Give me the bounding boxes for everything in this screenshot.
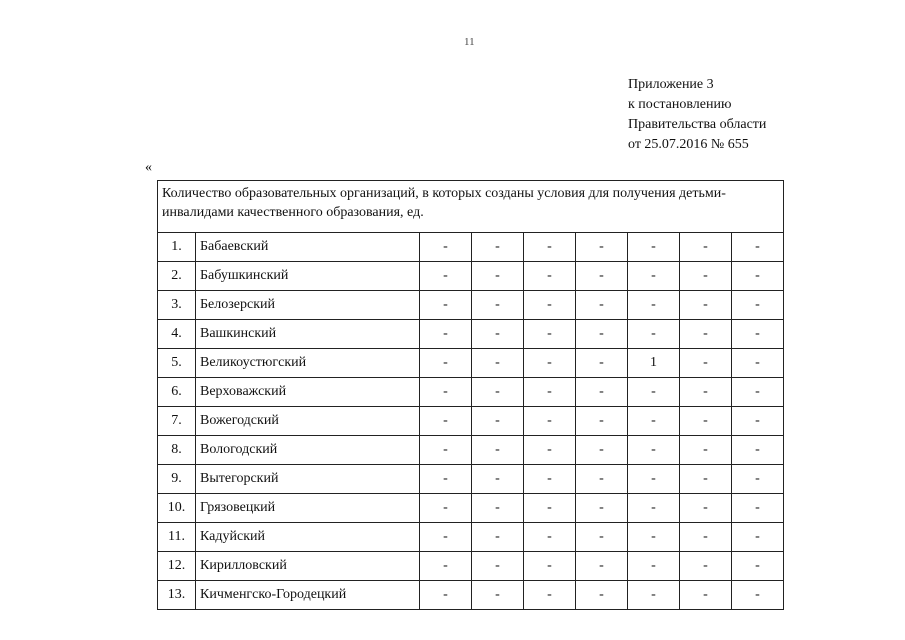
- value-cell: -: [628, 378, 680, 407]
- value-cell: -: [576, 552, 628, 581]
- row-number-cell: 10.: [158, 494, 196, 523]
- districts-table: [157, 180, 784, 610]
- row-number-cell: 4.: [158, 320, 196, 349]
- value-cell: -: [524, 320, 576, 349]
- value-cell: -: [524, 436, 576, 465]
- value-cell: -: [628, 320, 680, 349]
- district-name-cell: Вологодский: [196, 436, 420, 465]
- district-name-cell: Кадуйский: [196, 523, 420, 552]
- value-cell: -: [628, 407, 680, 436]
- district-name-cell: Вашкинский: [196, 320, 420, 349]
- appendix-line: Приложение 3: [628, 77, 714, 92]
- value-cell: -: [420, 465, 472, 494]
- value-cell: -: [732, 465, 784, 494]
- value-cell: -: [680, 291, 732, 320]
- table-row: [158, 523, 784, 552]
- value-cell: -: [472, 494, 524, 523]
- value-cell: -: [628, 581, 680, 610]
- value-cell: -: [732, 523, 784, 552]
- value-cell: -: [472, 552, 524, 581]
- value-cell: -: [576, 262, 628, 291]
- value-cell: -: [576, 494, 628, 523]
- value-cell: -: [732, 436, 784, 465]
- value-cell: -: [524, 378, 576, 407]
- opening-quote-mark: «: [145, 160, 152, 175]
- value-cell: -: [472, 465, 524, 494]
- value-cell: -: [524, 552, 576, 581]
- value-cell: -: [732, 291, 784, 320]
- value-cell: -: [680, 233, 732, 262]
- value-cell: -: [524, 349, 576, 378]
- value-cell: -: [524, 494, 576, 523]
- value-cell: -: [628, 233, 680, 262]
- value-cell: -: [732, 494, 784, 523]
- value-cell: -: [680, 523, 732, 552]
- page-number: 11: [464, 36, 475, 48]
- value-cell: -: [732, 320, 784, 349]
- value-cell: -: [420, 523, 472, 552]
- value-cell: -: [472, 262, 524, 291]
- row-number-cell: 11.: [158, 523, 196, 552]
- value-cell: -: [472, 291, 524, 320]
- row-number-cell: 7.: [158, 407, 196, 436]
- value-cell: -: [524, 262, 576, 291]
- district-name-cell: Вытегорский: [196, 465, 420, 494]
- value-cell: -: [680, 378, 732, 407]
- district-name-cell: Великоустюгский: [196, 349, 420, 378]
- value-cell: -: [732, 378, 784, 407]
- appendix-line: Правительства области: [628, 117, 767, 132]
- value-cell: -: [576, 436, 628, 465]
- value-cell: -: [680, 465, 732, 494]
- row-number-cell: 3.: [158, 291, 196, 320]
- value-cell: -: [420, 262, 472, 291]
- district-name-cell: Вожегодский: [196, 407, 420, 436]
- row-number-cell: 13.: [158, 581, 196, 610]
- value-cell: -: [680, 581, 732, 610]
- table-row: [158, 349, 784, 378]
- district-name-cell: Белозерский: [196, 291, 420, 320]
- value-cell: -: [472, 436, 524, 465]
- row-number-cell: 6.: [158, 378, 196, 407]
- value-cell: -: [576, 523, 628, 552]
- table-row: [158, 407, 784, 436]
- value-cell: -: [576, 291, 628, 320]
- value-cell: -: [576, 320, 628, 349]
- table-row: [158, 320, 784, 349]
- value-cell: -: [576, 233, 628, 262]
- district-name-cell: Бабушкинский: [196, 262, 420, 291]
- row-number-cell: 12.: [158, 552, 196, 581]
- district-name-cell: Верховажский: [196, 378, 420, 407]
- appendix-line: от 25.07.2016 № 655: [628, 137, 749, 152]
- value-cell: -: [420, 378, 472, 407]
- value-cell: -: [680, 552, 732, 581]
- value-cell: -: [732, 581, 784, 610]
- value-cell: -: [680, 320, 732, 349]
- value-cell: -: [628, 494, 680, 523]
- value-cell: -: [524, 291, 576, 320]
- value-cell: -: [628, 552, 680, 581]
- value-cell: -: [628, 523, 680, 552]
- table-row: [158, 465, 784, 494]
- row-number-cell: 9.: [158, 465, 196, 494]
- value-cell: -: [420, 581, 472, 610]
- table-row: [158, 262, 784, 291]
- value-cell: -: [420, 233, 472, 262]
- value-cell: -: [732, 407, 784, 436]
- value-cell: -: [628, 436, 680, 465]
- row-number-cell: 1.: [158, 233, 196, 262]
- table-row: [158, 494, 784, 523]
- value-cell: -: [628, 262, 680, 291]
- value-cell: 1: [628, 349, 680, 378]
- value-cell: -: [472, 407, 524, 436]
- value-cell: -: [524, 523, 576, 552]
- row-number-cell: 8.: [158, 436, 196, 465]
- value-cell: -: [472, 320, 524, 349]
- table-row: [158, 233, 784, 262]
- value-cell: -: [472, 349, 524, 378]
- value-cell: -: [680, 436, 732, 465]
- value-cell: -: [524, 581, 576, 610]
- row-number-cell: 5.: [158, 349, 196, 378]
- value-cell: -: [472, 233, 524, 262]
- value-cell: -: [680, 262, 732, 291]
- value-cell: -: [420, 436, 472, 465]
- value-cell: -: [680, 494, 732, 523]
- district-name-cell: Кичменгско-Городецкий: [196, 581, 420, 610]
- value-cell: -: [576, 581, 628, 610]
- value-cell: -: [680, 349, 732, 378]
- value-cell: -: [576, 465, 628, 494]
- table-row: [158, 581, 784, 610]
- value-cell: -: [576, 349, 628, 378]
- value-cell: -: [472, 378, 524, 407]
- value-cell: -: [628, 465, 680, 494]
- value-cell: -: [420, 552, 472, 581]
- district-name-cell: Бабаевский: [196, 233, 420, 262]
- value-cell: -: [524, 407, 576, 436]
- value-cell: -: [472, 523, 524, 552]
- value-cell: -: [420, 494, 472, 523]
- row-number-cell: 2.: [158, 262, 196, 291]
- value-cell: -: [524, 233, 576, 262]
- value-cell: -: [576, 407, 628, 436]
- value-cell: -: [420, 349, 472, 378]
- table-row: [158, 378, 784, 407]
- district-name-cell: Кирилловский: [196, 552, 420, 581]
- table-row: [158, 291, 784, 320]
- value-cell: -: [732, 233, 784, 262]
- value-cell: -: [472, 581, 524, 610]
- table-row: [158, 436, 784, 465]
- value-cell: -: [732, 552, 784, 581]
- value-cell: -: [732, 349, 784, 378]
- value-cell: -: [524, 465, 576, 494]
- district-name-cell: Грязовецкий: [196, 494, 420, 523]
- table-header-row: [158, 181, 784, 233]
- value-cell: -: [732, 262, 784, 291]
- value-cell: -: [680, 407, 732, 436]
- value-cell: -: [628, 291, 680, 320]
- value-cell: -: [576, 378, 628, 407]
- value-cell: -: [420, 320, 472, 349]
- value-cell: -: [420, 291, 472, 320]
- appendix-line: к постановлению: [628, 97, 732, 112]
- table-row: [158, 552, 784, 581]
- table-header-cell: Количество образовательных организаций, в которых созданы условия для получения детьми-инвалидами качественного образования, ед.: [158, 181, 784, 233]
- value-cell: -: [420, 407, 472, 436]
- appendix-block: [628, 75, 766, 155]
